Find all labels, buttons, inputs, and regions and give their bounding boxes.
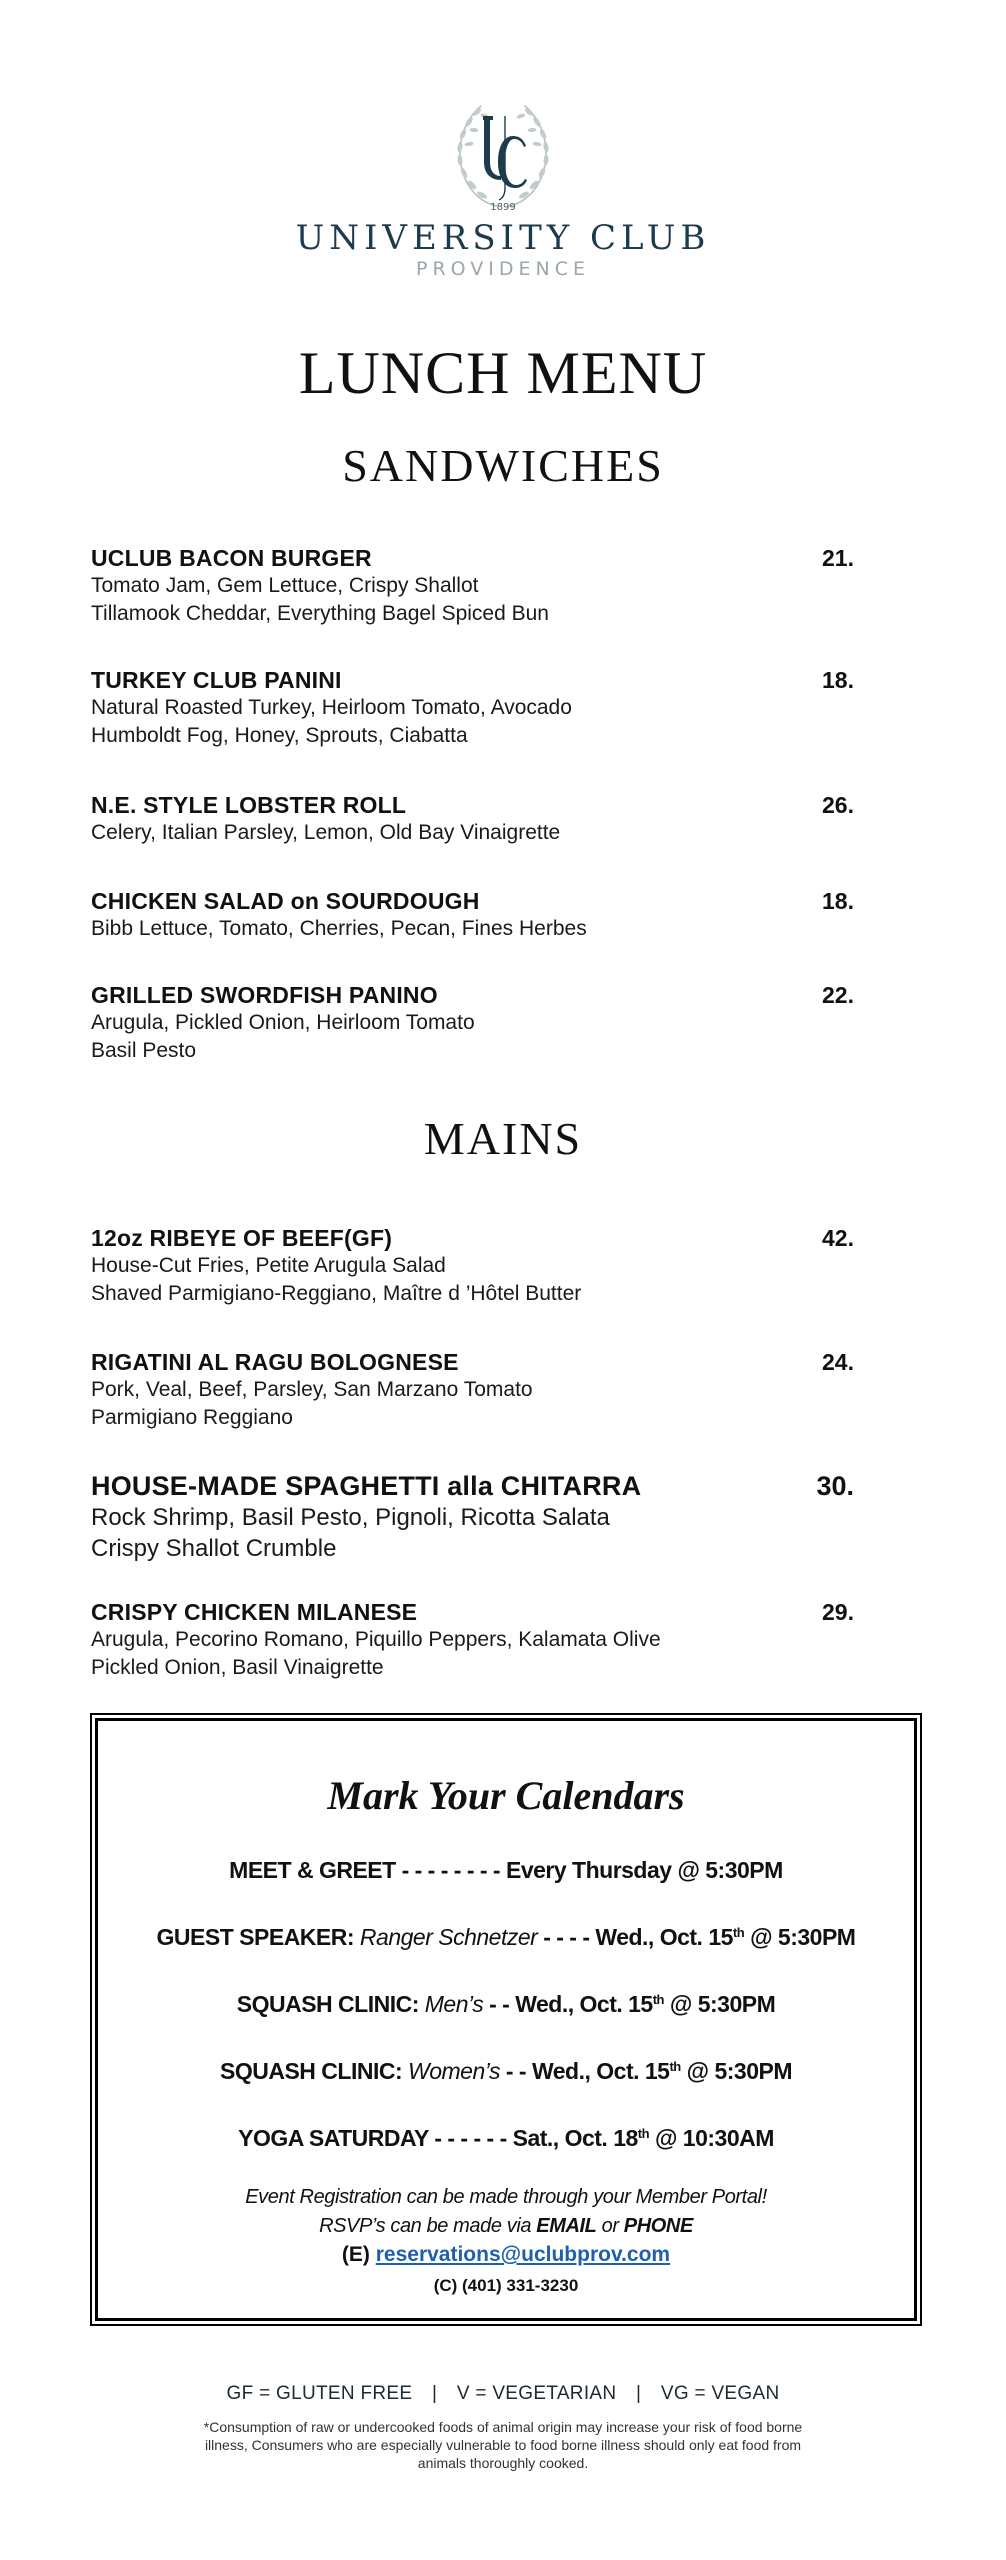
calendar-title: Mark Your Calendars <box>327 1773 685 1818</box>
email-contact <box>98 2241 914 2269</box>
item-name: CHICKEN SALAD on SOURDOUGH <box>91 888 480 914</box>
item-name: 12oz RIBEYE OF BEEF(GF) <box>91 1225 393 1251</box>
item-description: Parmigiano Reggiano <box>91 1406 293 1429</box>
item-price: 26. <box>822 792 854 818</box>
page-title: LUNCH MENU <box>298 340 708 406</box>
registration-note: Event Registration can be made through your Member Portal! <box>245 2186 767 2208</box>
menu-item <box>91 887 881 943</box>
menu-item <box>91 791 881 847</box>
event-dashes: - - - - - - <box>434 2125 507 2151</box>
menu-item <box>91 1470 881 1564</box>
item-description: Natural Roasted Turkey, Heirloom Tomato, Avocado <box>91 696 572 719</box>
event-row <box>98 2057 914 2085</box>
event-label: GUEST SPEAKER: <box>156 1924 355 1950</box>
item-description: Tillamook Cheddar, Everything Bagel Spiced Bun <box>91 602 549 625</box>
event-dashes: - - <box>505 2058 527 2084</box>
phone-contact: (C) (401) 331-3230 <box>433 2276 579 2295</box>
menu-item <box>91 981 881 1065</box>
event-row <box>98 1990 914 2018</box>
item-description: Shaved Parmigiano-Reggiano, Maître d ’Hôtel Butter <box>91 1282 582 1305</box>
legend-vegan: VG = VEGAN <box>660 2383 780 2404</box>
item-name: CRISPY CHICKEN MILANESE <box>91 1599 418 1625</box>
event-dashes: - - - - <box>543 1924 590 1950</box>
club-name: UNIVERSITY CLUB <box>295 218 711 258</box>
email-link[interactable]: reservations@uclubprov.com <box>375 2243 671 2266</box>
event-when: Sat., Oct. 18th @ 10:30AM <box>512 2125 774 2151</box>
founding-year: 1899 <box>490 202 516 213</box>
event-label: MEET & GREET <box>229 1857 396 1883</box>
event-when: Every Thursday @ 5:30PM <box>505 1857 783 1883</box>
dietary-legend <box>0 2382 1006 2406</box>
item-description: Basil Pesto <box>91 1039 197 1062</box>
event-when: Wed., Oct. 15th @ 5:30PM <box>515 1991 776 2017</box>
event-dashes: - - - - - - - - <box>401 1857 501 1883</box>
event-row <box>98 1856 914 1884</box>
rsvp-note: RSVP’s can be made via EMAIL or PHONE <box>319 2215 693 2237</box>
item-price: 42. <box>822 1225 854 1251</box>
event-row <box>98 2124 914 2152</box>
item-description: Celery, Italian Parsley, Lemon, Old Bay Vinaigrette <box>91 821 561 844</box>
item-price: 29. <box>822 1599 854 1625</box>
item-description: Humboldt Fog, Honey, Sprouts, Ciabatta <box>91 724 468 747</box>
item-price: 18. <box>822 667 854 693</box>
menu-item <box>91 1348 881 1432</box>
legend-separator: | <box>431 2383 438 2404</box>
event-when: Wed., Oct. 15th @ 5:30PM <box>531 2058 792 2084</box>
laurel-wreath-icon <box>443 100 563 215</box>
item-price: 30. <box>816 1471 854 1501</box>
item-description: Pork, Veal, Beef, Parsley, San Marzano Tomato <box>91 1378 533 1401</box>
section-title-sandwiches: SANDWICHES <box>342 440 664 491</box>
club-city: PROVIDENCE <box>415 258 590 280</box>
email-label: (E) <box>341 2243 376 2266</box>
item-name: HOUSE-MADE SPAGHETTI alla CHITARRA <box>91 1471 642 1501</box>
event-subtitle: Women’s <box>408 2058 500 2084</box>
event-dashes: - - <box>489 1991 510 2017</box>
item-name: UCLUB BACON BURGER <box>91 545 372 571</box>
item-name: GRILLED SWORDFISH PANINO <box>91 982 438 1008</box>
item-name: TURKEY CLUB PANINI <box>91 667 342 693</box>
item-price: 24. <box>822 1349 854 1375</box>
event-subtitle: Men’s <box>424 1991 484 2017</box>
menu-item <box>91 1598 881 1682</box>
event-row <box>98 1923 914 1951</box>
item-description: Crispy Shallot Crumble <box>91 1535 337 1562</box>
item-name: N.E. STYLE LOBSTER ROLL <box>91 792 407 818</box>
mark-your-calendars-box <box>90 1713 922 2326</box>
item-description: Bibb Lettuce, Tomato, Cherries, Pecan, Fines Herbes <box>91 917 587 940</box>
uc-monogram-icon <box>483 116 527 200</box>
food-safety-disclaimer: *Consumption of raw or undercooked foods of animal origin may increase your risk of food borne illness, Consumers who are especially vulnerable to food borne illness should only eat food from animals thoroughly cooked. <box>203 2419 803 2471</box>
section-title-mains: MAINS <box>423 1113 583 1164</box>
item-description: Arugula, Pickled Onion, Heirloom Tomato <box>91 1011 475 1034</box>
item-description: House-Cut Fries, Petite Arugula Salad <box>91 1254 446 1277</box>
item-description: Pickled Onion, Basil Vinaigrette <box>91 1656 384 1679</box>
item-description: Rock Shrimp, Basil Pesto, Pignoli, Ricotta Salata <box>91 1504 610 1531</box>
item-price: 22. <box>822 982 854 1008</box>
item-price: 18. <box>822 888 854 914</box>
item-name: RIGATINI AL RAGU BOLOGNESE <box>91 1349 459 1375</box>
club-logo <box>0 100 1006 281</box>
event-label: SQUASH CLINIC: <box>220 2058 403 2084</box>
menu-item <box>91 544 881 628</box>
event-label: SQUASH CLINIC: <box>236 1991 419 2017</box>
legend-gluten-free: GF = GLUTEN FREE <box>226 2383 413 2404</box>
event-when: Wed., Oct. 15th @ 5:30PM <box>595 1924 856 1950</box>
event-label: YOGA SATURDAY <box>238 2125 429 2151</box>
legend-vegetarian: V = VEGETARIAN <box>456 2383 617 2404</box>
item-description: Arugula, Pecorino Romano, Piquillo Peppers, Kalamata Olive <box>91 1628 661 1651</box>
crest-emblem <box>443 100 563 215</box>
item-price: 21. <box>822 545 854 571</box>
event-subtitle: Ranger Schnetzer <box>359 1924 538 1950</box>
menu-item <box>91 1224 881 1308</box>
menu-item <box>91 666 881 750</box>
item-description: Tomato Jam, Gem Lettuce, Crispy Shallot <box>91 574 479 597</box>
legend-separator: | <box>636 2383 642 2404</box>
